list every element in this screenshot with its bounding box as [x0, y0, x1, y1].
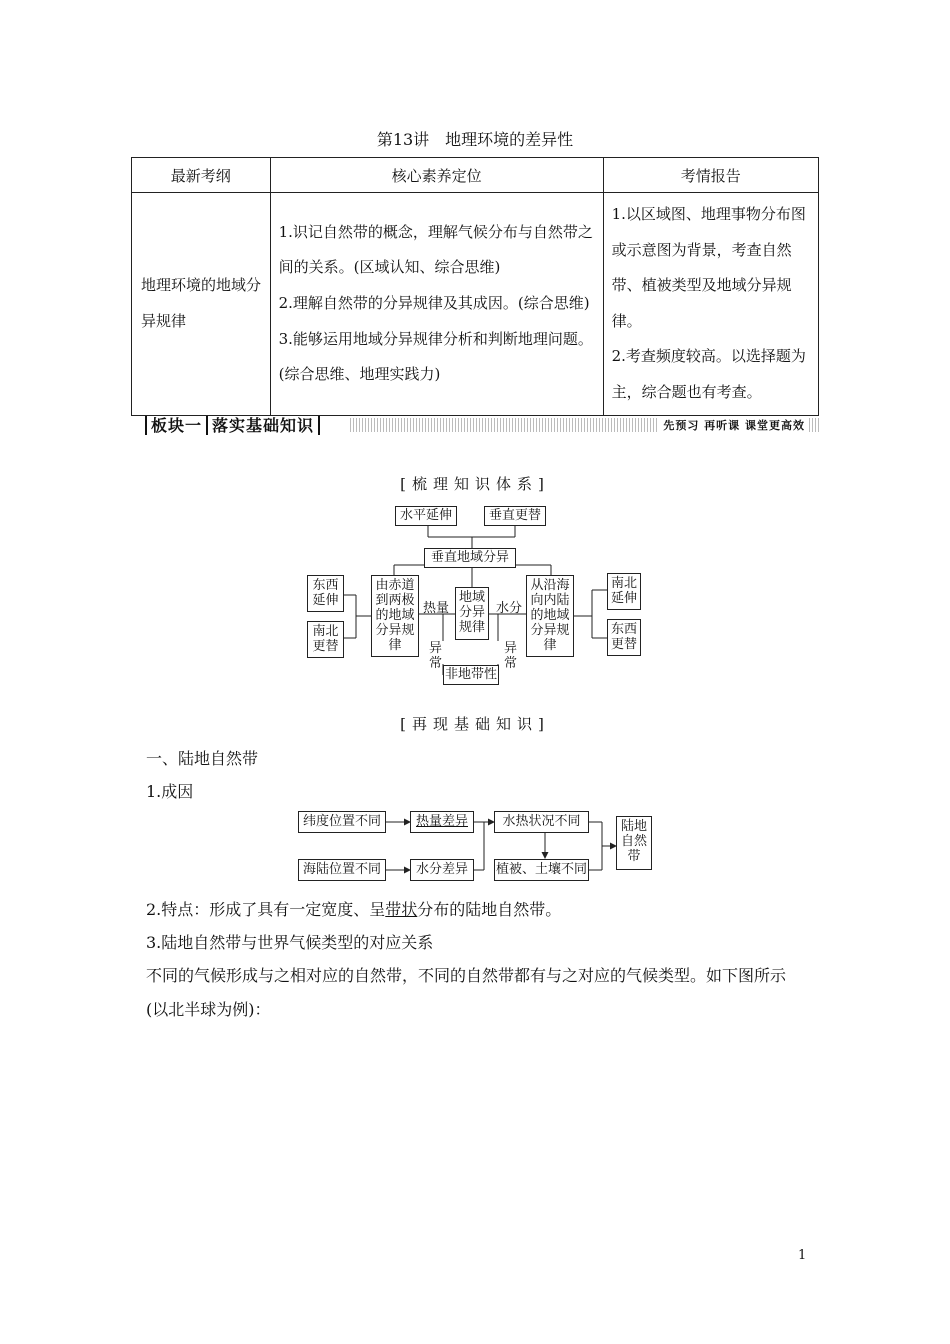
box-vertical-differentiation: 垂直地域分异: [424, 548, 516, 568]
box-vegetation-soil: 植被、土壤不同: [494, 859, 589, 881]
box-north-south-extension: 南北延伸: [607, 573, 641, 610]
box-north-south-replacement: 南北更替: [307, 621, 344, 658]
literacy-item-3: 3.能够运用地域分异规律分析和判断地理问题。(综合思维、地理实践力): [278, 329, 593, 384]
literacy-item-1: 1.识记自然带的概念，理解气候分布与自然带之间的关系。(区域认知、综合思维): [278, 222, 593, 277]
label-heat: 热量: [423, 601, 450, 616]
heading-land-natural-zones: 一、陆地自然带: [146, 749, 259, 768]
table-header-outline: 最新考纲: [132, 158, 271, 193]
section-heading-system: [梳理知识体系]: [400, 475, 550, 493]
report-item-1: 1.以区域图、地理事物分布图或示意图为背景，考查自然带、植被类型及地域分异规律。: [611, 205, 806, 330]
box-vertical-replacement: 垂直更替: [484, 506, 546, 526]
label-abnormal-left: 异常: [429, 641, 443, 671]
table-cell-outline: 地理环境的地域分异规律: [132, 193, 271, 416]
box-hydrothermal: 水热状况不同: [494, 811, 589, 833]
box-land-natural-zone: 陆地自然带: [616, 816, 652, 870]
box-equator-to-poles: 由赤道到两极的地域分异规律: [371, 575, 419, 657]
box-azonal: 非地带性: [443, 665, 499, 685]
heading-causes: 1.成因: [146, 782, 194, 801]
section-heading-basic: [再现基础知识]: [400, 715, 550, 733]
page-title: 第13讲 地理环境的差异性: [376, 130, 574, 149]
box-regional-differentiation: 地域分异规律: [455, 587, 489, 640]
box-horizontal-extension: 水平延伸: [395, 506, 457, 526]
label-water: 水分: [496, 601, 523, 616]
paragraph-climate-1: 不同的气候形成与之相对应的自然带，不同的自然带都有与之对应的气候类型。如下图所示: [146, 966, 787, 985]
banner-slogan: 先预习 再听课 课堂更高效: [659, 417, 809, 433]
box-latitude: 纬度位置不同: [298, 811, 386, 833]
page-number: 1: [798, 1248, 807, 1263]
report-item-2: 2.考查频度较高。以选择题为主，综合题也有考查。: [611, 347, 806, 401]
table-header-literacy: 核心素养定位: [270, 158, 603, 193]
box-east-west-replacement: 东西更替: [607, 619, 641, 656]
heading-climate-relation: 3.陆地自然带与世界气候类型的对应关系: [146, 933, 434, 952]
label-abnormal-right: 异常: [504, 641, 518, 671]
table-header-report: 考情报告: [603, 158, 818, 193]
paragraph-features: 2.特点：形成了具有一定宽度、呈带状分布的陆地自然带。: [146, 900, 562, 919]
literacy-item-2: 2.理解自然带的分异规律及其成因。(综合思维): [278, 293, 590, 312]
box-land-sea: 海陆位置不同: [298, 859, 386, 881]
box-heat-difference: 热量差异: [410, 811, 474, 833]
paragraph-climate-2: (以北半球为例)：: [146, 1000, 271, 1019]
box-water-difference: 水分差异: [410, 859, 474, 881]
banner-title: 板块一 落实基础知识: [145, 413, 320, 436]
box-east-west-extension: 东西延伸: [307, 575, 344, 612]
box-coast-to-inland: 从沿海向内陆的地域分异规律: [526, 575, 574, 657]
